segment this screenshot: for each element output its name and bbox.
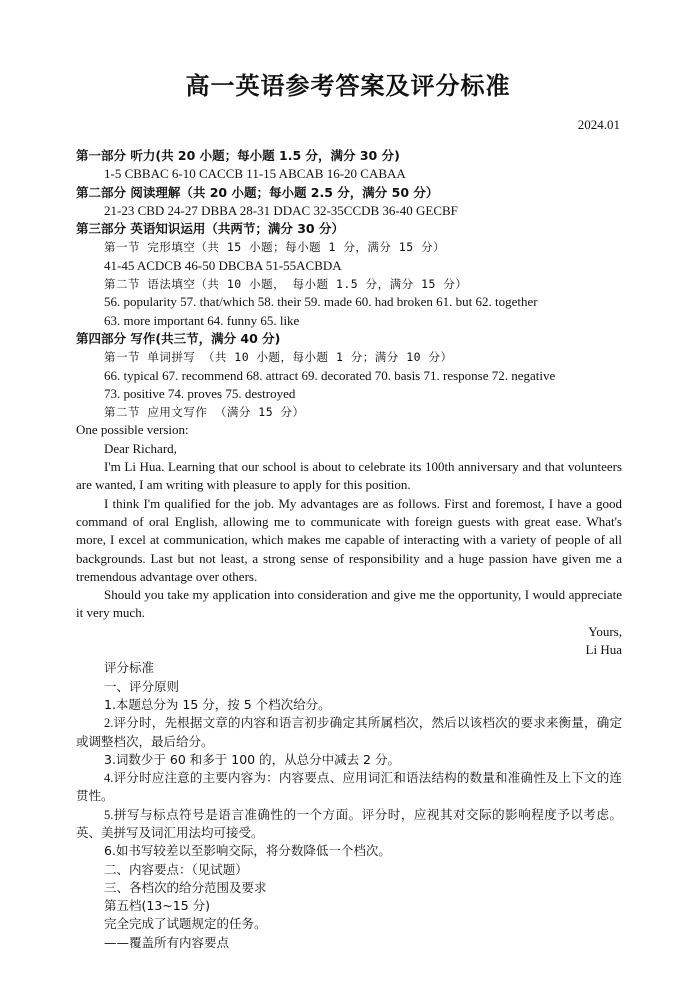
grading-rule-3: 3.词数少于 60 和多于 100 的，从总分中减去 2 分。 [104, 751, 400, 767]
grading-principles-heading: 一、评分原则 [104, 678, 180, 694]
grading-level-5: 第五档(13~15 分) [104, 898, 211, 914]
document-body [76, 147, 622, 952]
part3-section2-heading: 第二节 语法填空（共 10 小题， 每小题 1.5 分，满分 15 分） [104, 277, 468, 292]
essay-closing: Yours, [588, 623, 622, 639]
grading-levels-heading: 三、各档次的给分范围及要求 [104, 879, 267, 895]
grading-level-5-description: 完全完成了试题规定的任务。 [104, 916, 267, 932]
essay-paragraph-1: I'm Li Hua. Learning that our school is about to celebrate its 100th anniversary and that volunteers are wanted, I am writing with pleasure to apply for this position. [76, 459, 622, 493]
part2-answers: 21-23 CBD 24-27 DBBA 28-31 DDAC 32-35CCDB 36-40 GECBF [104, 202, 458, 218]
essay-intro: One possible version: [76, 422, 189, 438]
part3-section1-heading: 第一节 完形填空（共 15 小题；每小题 1 分，满分 15 分） [104, 240, 446, 255]
part1-heading: 第一部分 听力(共 20 小题；每小题 1.5 分，满分 30 分) [76, 148, 400, 163]
part4-section1-heading: 第一节 单词拼写 （共 10 小题，每小题 1 分；满分 10 分） [104, 350, 453, 365]
part2-heading: 第二部分 阅读理解（共 20 小题；每小题 2.5 分，满分 50 分） [76, 184, 439, 200]
grading-rule-6: 6.如书写较差以至影响交际，将分数降低一个档次。 [104, 843, 391, 859]
grading-rule-1: 1.本题总分为 15 分，按 5 个档次给分。 [104, 696, 331, 712]
grading-level-5-point-1: ——覆盖所有内容要点 [104, 934, 230, 950]
part3-section2-answers-line1: 56. popularity 57. that/which 58. their 59. made 60. had broken 61. but 62. together [104, 294, 538, 310]
essay-paragraph-2: I think I'm qualified for the job. My advantages are as follows. First and foremost, I have a good command of oral English, allowing me to communicate with foreign guests with great ease. What's more, I excel at communication, which makes me capable of interacting with a variety of people of all backgrounds. Last but not least, a strong sense of responsibility and a huge passion have given me a tremendous advantage over others. [76, 495, 622, 584]
essay-greeting: Dear Richard, [104, 440, 177, 456]
part3-section2-answers-line2: 63. more important 64. funny 65. like [104, 312, 300, 328]
part4-section1-answers-line2: 73. positive 74. proves 75. destroyed [104, 385, 296, 401]
essay-paragraph-3: Should you take my application into consideration and give me the opportunity, I would appreciate it very much. [76, 587, 622, 621]
grading-rule-2: 2.评分时，先根据文章的内容和语言初步确定其所属档次，然后以该档次的要求来衡量，确定或调整档次，最后给分。 [76, 716, 622, 749]
document-date: 2024.01 [577, 117, 620, 132]
part3-heading: 第三部分 英语知识运用（共两节；满分 30 分） [76, 221, 344, 237]
part1-answers: 1-5 CBBAC 6-10 CACCB 11-15 ABCAB 16-20 CABAA [104, 166, 406, 182]
part4-section2-heading: 第二节 应用文写作 （满分 15 分） [104, 405, 305, 420]
grading-title: 评分标准 [104, 660, 155, 676]
part4-heading: 第四部分 写作(共三节，满分 40 分) [76, 330, 281, 346]
part4-section1-answers-line1: 66. typical 67. recommend 68. attract 69. decorated 70. basis 71. response 72. negative [104, 367, 556, 383]
grading-points-heading: 二、内容要点：（见试题） [104, 861, 248, 877]
grading-rule-4: 4.评分时应注意的主要内容为：内容要点、应用词汇和语法结构的数量和准确性及上下文的连贯性。 [76, 771, 622, 804]
part3-section1-answers: 41-45 ACDCB 46-50 DBCBA 51-55ACBDA [104, 257, 342, 273]
essay-signature: Li Hua [585, 642, 622, 658]
grading-rule-5: 5.拼写与标点符号是语言准确性的一个方面。评分时，应视其对交际的影响程度予以考虑。英、美拼写及词汇用法均可接受。 [76, 807, 622, 840]
page-title: 高一英语参考答案及评分标准 [185, 71, 511, 100]
